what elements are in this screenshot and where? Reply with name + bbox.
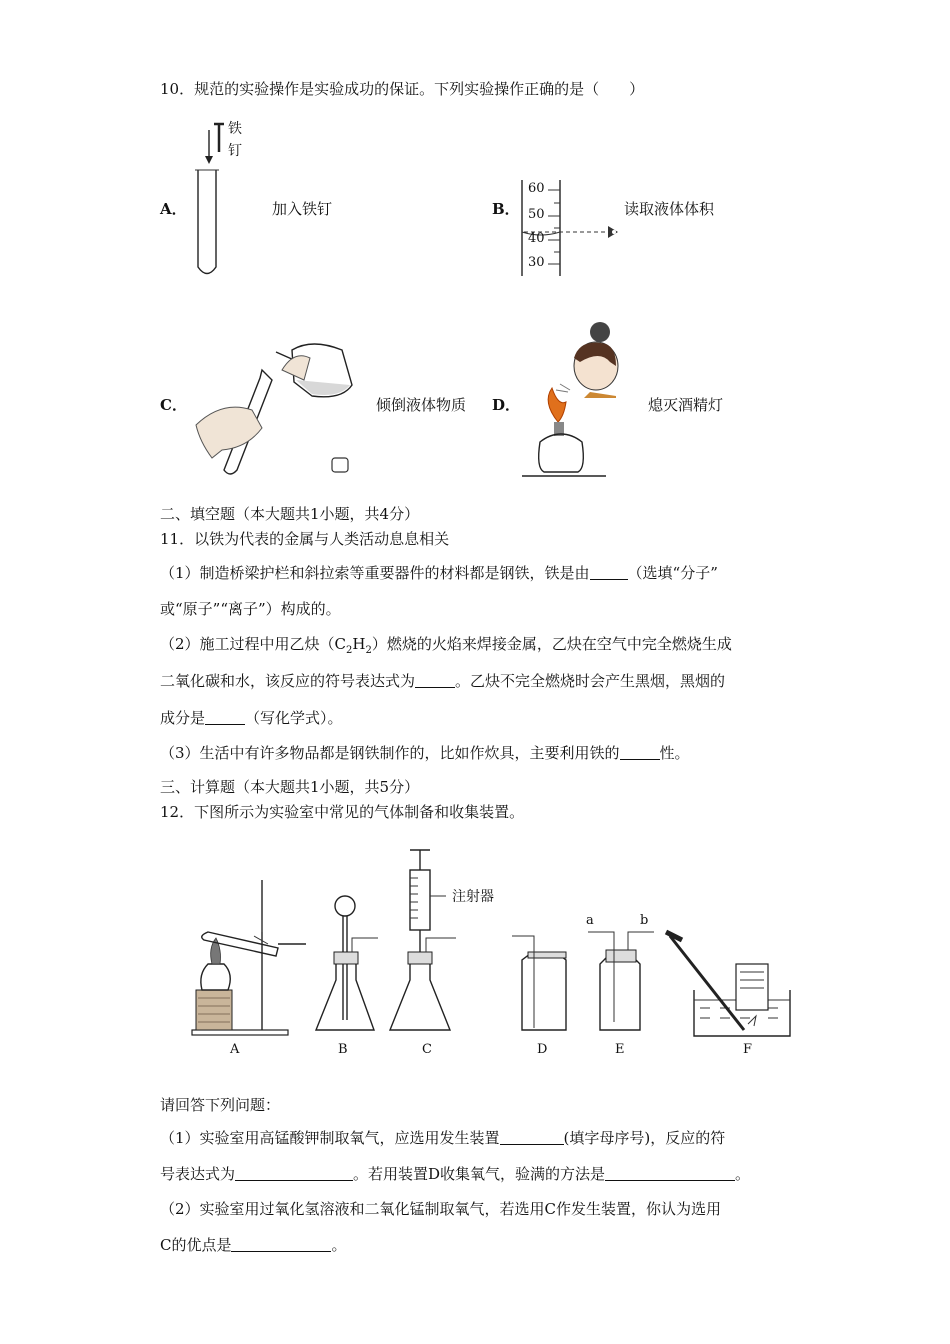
q12-part2-line2: C的优点是 。 (160, 1236, 347, 1254)
apparatus-b (316, 896, 378, 1030)
q11-part2-line1: （2）施工过程中用乙炔$(C_2H_2)$燃烧的火焰来焊接金属，乙炔在空气中完全燃烧生成 (160, 635, 732, 656)
answer-blank-1[interactable] (590, 565, 628, 580)
q12-part1-line1: （1）实验室用高锰酸钾制取氧气，应选用发生装置 (填字母序号)，反应的符 (160, 1129, 726, 1147)
answer-blank-8[interactable] (231, 1237, 331, 1252)
option-a-letter: A． (160, 200, 187, 218)
option-c-letter: C． (160, 396, 187, 414)
option-d-text: 熄灭酒精灯 (648, 396, 724, 414)
apparatus-c (390, 850, 456, 1030)
apparatus-label-c: C (422, 1042, 432, 1057)
cylinder-tick-30: 30 (528, 255, 545, 270)
q11-part2-line3: 成分是 （写化学式）。 (160, 709, 343, 727)
q11-part1-line1: （1）制造桥梁护栏和斜拉索等重要器件的材料都是钢铁，铁是由 （选填“分子” (160, 564, 718, 582)
apparatus-label-a: A (230, 1042, 240, 1057)
port-a-label: a (586, 913, 594, 928)
cylinder-tick-50: 50 (528, 207, 545, 222)
apparatus-label-d: D (537, 1042, 548, 1057)
answer-blank-3[interactable] (205, 710, 245, 725)
apparatus-label-b: B (338, 1042, 348, 1057)
section3-heading: 三、计算题（本大题共1小题，共5分） (160, 778, 420, 796)
option-a-text: 加入铁钉 (272, 200, 333, 218)
q11-part1-line2: 或“原子”“离子”）构成的。 (160, 600, 341, 618)
alcohol-lamp-figure (520, 318, 630, 484)
answer-blank-4[interactable] (620, 745, 660, 760)
apparatus-label-e: E (615, 1042, 625, 1057)
nail-label-2: 钉 (228, 143, 242, 159)
cylinder-tick-60: 60 (528, 181, 545, 196)
apparatus-f (666, 932, 790, 1036)
pouring-liquid-figure (192, 330, 362, 480)
q12-prompt: 请回答下列问题： (160, 1096, 281, 1114)
q12-stem: 12．下图所示为实验室中常见的气体制备和收集装置。 (160, 803, 525, 821)
port-b-label: b (640, 913, 649, 928)
q12-part2-line1: （2）实验室用过氧化氢溶液和二氧化锰制取氧气，若选用C作发生装置，你认为选用 (160, 1200, 722, 1218)
answer-blank-5[interactable] (500, 1130, 564, 1145)
answer-blank-2[interactable] (415, 673, 455, 688)
nail-label-1: 铁 (228, 121, 242, 137)
option-d-letter: D． (492, 396, 521, 414)
cylinder-tick-40: 40 (528, 231, 545, 246)
q12-part1-line2: 号表达式为 。若用装置D收集氧气，验满的方法是 。 (160, 1165, 751, 1183)
q11-stem: 11．以铁为代表的金属与人类活动息息相关 (160, 530, 450, 548)
gas-apparatus-figure (188, 840, 798, 1070)
option-c-text: 倾倒液体物质 (376, 396, 467, 414)
q11-part3: （3）生活中有许多物品都是钢铁制作的，比如作炊具，主要利用铁的 性。 (160, 744, 690, 762)
answer-blank-6[interactable] (235, 1166, 353, 1181)
apparatus-e (588, 932, 654, 1030)
q11-part2-line2: 二氧化碳和水，该反应的符号表达式为 。乙炔不完全燃烧时会产生黑烟，黑烟的 (160, 672, 726, 690)
section2-heading: 二、填空题（本大题共1小题，共4分） (160, 505, 420, 523)
option-b-text: 读取液体体积 (624, 200, 715, 218)
q10-stem: 10．规范的实验操作是实验成功的保证。下列实验操作正确的是（ ） (160, 80, 645, 98)
option-b-letter: B． (492, 200, 520, 218)
apparatus-a (192, 880, 306, 1035)
apparatus-label-f: F (743, 1042, 753, 1057)
apparatus-d (512, 936, 566, 1030)
syringe-label: 注射器 (452, 889, 494, 905)
answer-blank-7[interactable] (605, 1166, 735, 1181)
